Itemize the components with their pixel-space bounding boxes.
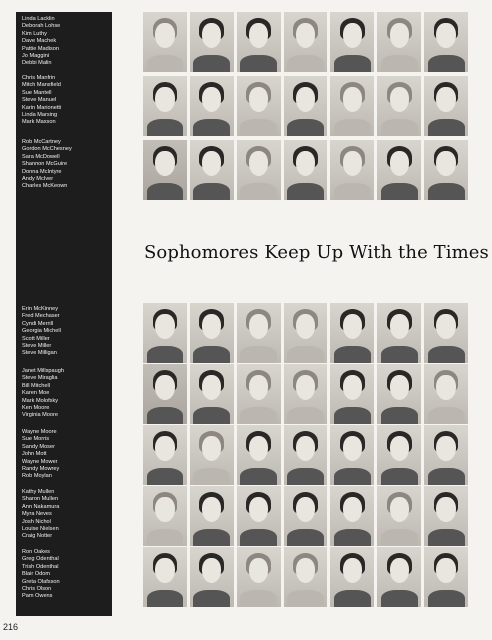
student-name: Bill Mitchell [22, 382, 50, 389]
student-name: Deborah Lohse [22, 23, 61, 30]
portrait-photo [424, 486, 468, 546]
portrait-photo [190, 76, 234, 136]
student-name: Craig Notter [22, 533, 53, 540]
portrait-photo [190, 425, 234, 485]
student-name: Andy McIver [22, 176, 54, 183]
portrait-photo [330, 547, 374, 607]
portrait-photo [330, 140, 374, 200]
portrait-photo [424, 547, 468, 607]
portrait-photo [190, 364, 234, 424]
student-name: Chris Manfrin [22, 75, 56, 81]
student-name: Steve Milligan [22, 350, 57, 357]
portrait-photo [143, 76, 187, 136]
name-list-group-8 [22, 549, 110, 601]
portrait-photo [143, 547, 187, 607]
student-name: Fred Mechaser [22, 313, 60, 320]
student-name: Linda Marsing [22, 112, 58, 119]
student-name: Myra Neves [22, 511, 52, 518]
portrait-photo [143, 12, 187, 72]
portrait-photo [143, 140, 187, 200]
student-name: Debbi Malin [22, 60, 52, 67]
portrait-photo [377, 12, 421, 72]
portrait-photo [237, 76, 281, 136]
student-name: Chris Olson [22, 586, 52, 593]
student-name: Gordon McChesney [22, 146, 72, 153]
portrait-photo [284, 425, 328, 485]
portrait-photo [284, 364, 328, 424]
student-name: Janet Millspaugh [22, 368, 64, 374]
name-list-group-2 [22, 75, 110, 127]
student-name: Karen Moe [22, 390, 50, 397]
student-name: Steve Miraglia [22, 375, 58, 382]
portrait-photo [190, 303, 234, 363]
student-name: Wayne Mower [22, 458, 58, 465]
name-list-group-1 [22, 16, 110, 68]
portrait-photo [190, 140, 234, 200]
portrait-photo [330, 364, 374, 424]
page-number: 216 [3, 622, 19, 632]
student-name: Kim Luthy [22, 30, 47, 37]
student-name: Ann Nakamura [22, 503, 60, 510]
student-name: Cyndi Merrill [22, 320, 54, 327]
portrait-photo [330, 12, 374, 72]
portrait-photo [237, 547, 281, 607]
portrait-photo [284, 486, 328, 546]
portrait-photo [424, 425, 468, 485]
portrait-photo [377, 425, 421, 485]
name-list-group-5 [22, 368, 110, 420]
student-name: Erin McKinney [22, 306, 59, 312]
portrait-photo [284, 303, 328, 363]
student-name: Wayne Moore [22, 429, 57, 435]
portrait-photo [237, 425, 281, 485]
student-name: Georgia Michell [22, 328, 61, 335]
student-name: Blair Odom [22, 571, 50, 578]
student-name: Trish Odenthal [22, 563, 59, 570]
portrait-photo [237, 486, 281, 546]
student-name: Sue Mantell [22, 89, 52, 96]
portrait-photo [424, 364, 468, 424]
portrait-photo [143, 425, 187, 485]
student-name: Louise Nielsen [22, 526, 59, 533]
student-name: Ken Moore [22, 405, 50, 412]
portrait-photo [237, 140, 281, 200]
portrait-photo [330, 486, 374, 546]
student-name: Mark Molofsky [22, 397, 59, 404]
portrait-photo [377, 303, 421, 363]
portrait-photo [284, 140, 328, 200]
portrait-photo [377, 364, 421, 424]
student-name: Scott Miller [22, 335, 50, 342]
name-list-group-6 [22, 429, 110, 481]
student-name: Linda Lacklin [22, 16, 55, 22]
portrait-photo [424, 303, 468, 363]
portrait-photo [424, 12, 468, 72]
portrait-photo [284, 12, 328, 72]
portrait-photo [190, 12, 234, 72]
page-headline: Sophomores Keep Up With the Times [144, 242, 489, 263]
student-name: Sara McDowell [22, 153, 60, 160]
student-name: Jo Maggini [22, 53, 50, 60]
portrait-photo [377, 76, 421, 136]
student-name: Sandy Moser [22, 443, 55, 450]
name-list-group-4 [22, 306, 110, 358]
name-sidebar [16, 12, 112, 616]
portrait-photo [377, 140, 421, 200]
student-name: Mitch Mansfield [22, 82, 61, 89]
portrait-photo [377, 547, 421, 607]
portrait-photo [330, 303, 374, 363]
portrait-photo [143, 364, 187, 424]
student-name: Donna McIntyre [22, 168, 62, 175]
student-name: Charles McKeown [22, 183, 68, 190]
student-name: Rob McCartney [22, 139, 61, 145]
portrait-grid-top [143, 12, 468, 200]
student-name: Steve Manuel [22, 97, 57, 104]
student-name: Kathy Mullen [22, 489, 55, 495]
name-list-group-7 [22, 489, 110, 541]
portrait-photo [330, 76, 374, 136]
student-name: Rob Moylan [22, 473, 52, 480]
portrait-photo [284, 76, 328, 136]
student-name: Steve Miller [22, 343, 52, 350]
student-name: John Mott [22, 451, 47, 458]
student-name: Karin Marionetti [22, 104, 62, 111]
student-name: Randy Mowrey [22, 466, 60, 473]
portrait-photo [237, 364, 281, 424]
portrait-photo [237, 303, 281, 363]
name-list-group-3 [22, 139, 110, 191]
student-name: Mark Maxson [22, 119, 56, 126]
student-name: Josh Nichol [22, 518, 51, 525]
portrait-grid-bottom [143, 303, 468, 607]
portrait-photo [190, 547, 234, 607]
portrait-photo [424, 140, 468, 200]
student-name: Sue Morris [22, 436, 50, 443]
portrait-photo [284, 547, 328, 607]
student-name: Shannon McGuire [22, 161, 68, 168]
student-name: Greta Olafsson [22, 578, 60, 585]
student-name: Virginia Moore [22, 412, 58, 419]
student-name: Dave Machek [22, 38, 57, 45]
portrait-photo [377, 486, 421, 546]
student-name: Sharon Mullen [22, 496, 59, 503]
student-name: Pam Owens [22, 593, 53, 600]
portrait-photo [143, 303, 187, 363]
portrait-photo [424, 76, 468, 136]
portrait-photo [330, 425, 374, 485]
student-name: Greg Odenthal [22, 556, 59, 563]
student-name: Pattie Madison [22, 45, 60, 52]
portrait-photo [237, 12, 281, 72]
portrait-photo [190, 486, 234, 546]
portrait-photo [143, 486, 187, 546]
student-name: Ron Oakes [22, 549, 50, 555]
